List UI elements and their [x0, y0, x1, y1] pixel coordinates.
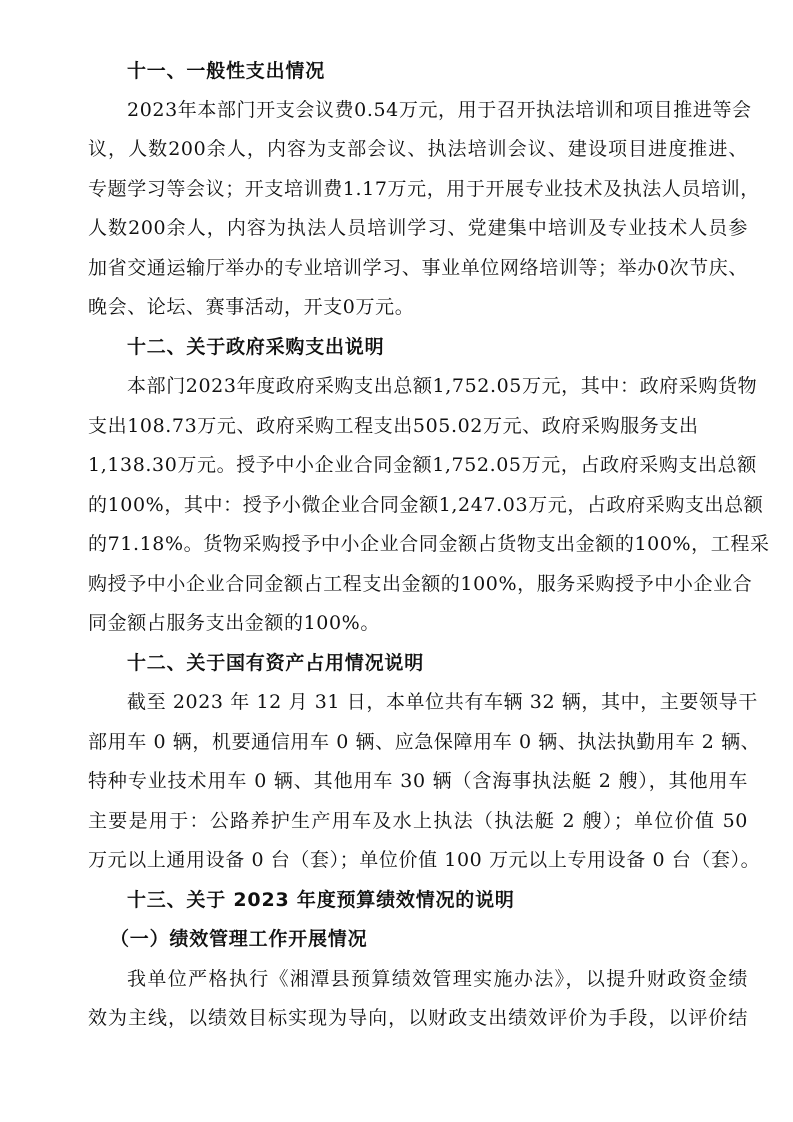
section-heading-13: 十三、关于 2023 年度预算绩效情况的说明: [127, 889, 515, 911]
paragraph-line: 的100%，其中：授予小微企业合同金额1,247.03万元，占政府采购支出总额: [88, 494, 764, 516]
section-heading-12-procurement: 十二、关于政府采购支出说明: [127, 336, 385, 358]
paragraph-line: 2023年本部门开支会议费0.54万元，用于召开执法培训和项目推进等会: [127, 99, 752, 121]
paragraph-line: 的71.18%。货物采购授予中小企业合同金额占货物支出金额的100%，工程采: [88, 533, 770, 555]
paragraph-line: 晚会、论坛、赛事活动，开支0万元。: [88, 296, 415, 318]
paragraph-line: 加省交通运输厅举办的专业培训学习、事业单位网络培训等；举办0次节庆、: [88, 257, 748, 279]
paragraph-line: 部用车 0 辆，机要通信用车 0 辆、应急保障用车 0 辆、执法执勤用车 2 辆、: [88, 731, 761, 753]
paragraph-line: 本部门2023年度政府采购支出总额1,752.05万元，其中：政府采购货物: [127, 375, 758, 397]
subsection-heading-13-1: （一）绩效管理工作开展情况: [110, 928, 368, 950]
paragraph-line: 主要是用于：公路养护生产用车及水上执法（执法艇 2 艘）；单位价值 50: [88, 810, 748, 832]
paragraph-line: 支出108.73万元、政府采购工程支出505.02万元、政府采购服务支出: [88, 415, 699, 437]
paragraph-line: 专题学习等会议；开支培训费1.17万元，用于开展专业技术及执法人员培训，: [88, 178, 760, 200]
section-heading-12-assets: 十二、关于国有资产占用情况说明: [127, 652, 425, 674]
paragraph-line: 同金额占服务支出金额的100%。: [88, 612, 380, 634]
paragraph-line: 购授予中小企业合同金额占工程支出金额的100%，服务采购授予中小企业合: [88, 573, 753, 595]
paragraph-line: 万元以上通用设备 0 台（套）；单位价值 100 万元以上专用设备 0 台（套）。: [88, 849, 761, 871]
paragraph-line: 我单位严格执行《湘潭县预算绩效管理实施办法》，以提升财政资金绩: [127, 968, 748, 990]
paragraph-line: 效为主线，以绩效目标实现为导向，以财政支出绩效评价为手段，以评价结: [88, 1007, 748, 1029]
paragraph-line: 议，人数200余人，内容为支部会议、执法培训会议、建设项目进度推进、: [88, 138, 748, 160]
paragraph-line: 1,138.30万元。授予中小企业合同金额1,752.05万元，占政府采购支出总额: [88, 454, 757, 476]
paragraph-line: 特种专业技术用车 0 辆、其他用车 30 辆（含海事执法艇 2 艘），其他用车: [88, 770, 748, 792]
paragraph-line: 人数200余人，内容为执法人员培训学习、党建集中培训及专业技术人员参: [88, 217, 748, 239]
section-heading-11: 十一、一般性支出情况: [127, 60, 326, 82]
paragraph-line: 截至 2023 年 12 月 31 日，本单位共有车辆 32 辆，其中，主要领导干: [127, 691, 758, 713]
